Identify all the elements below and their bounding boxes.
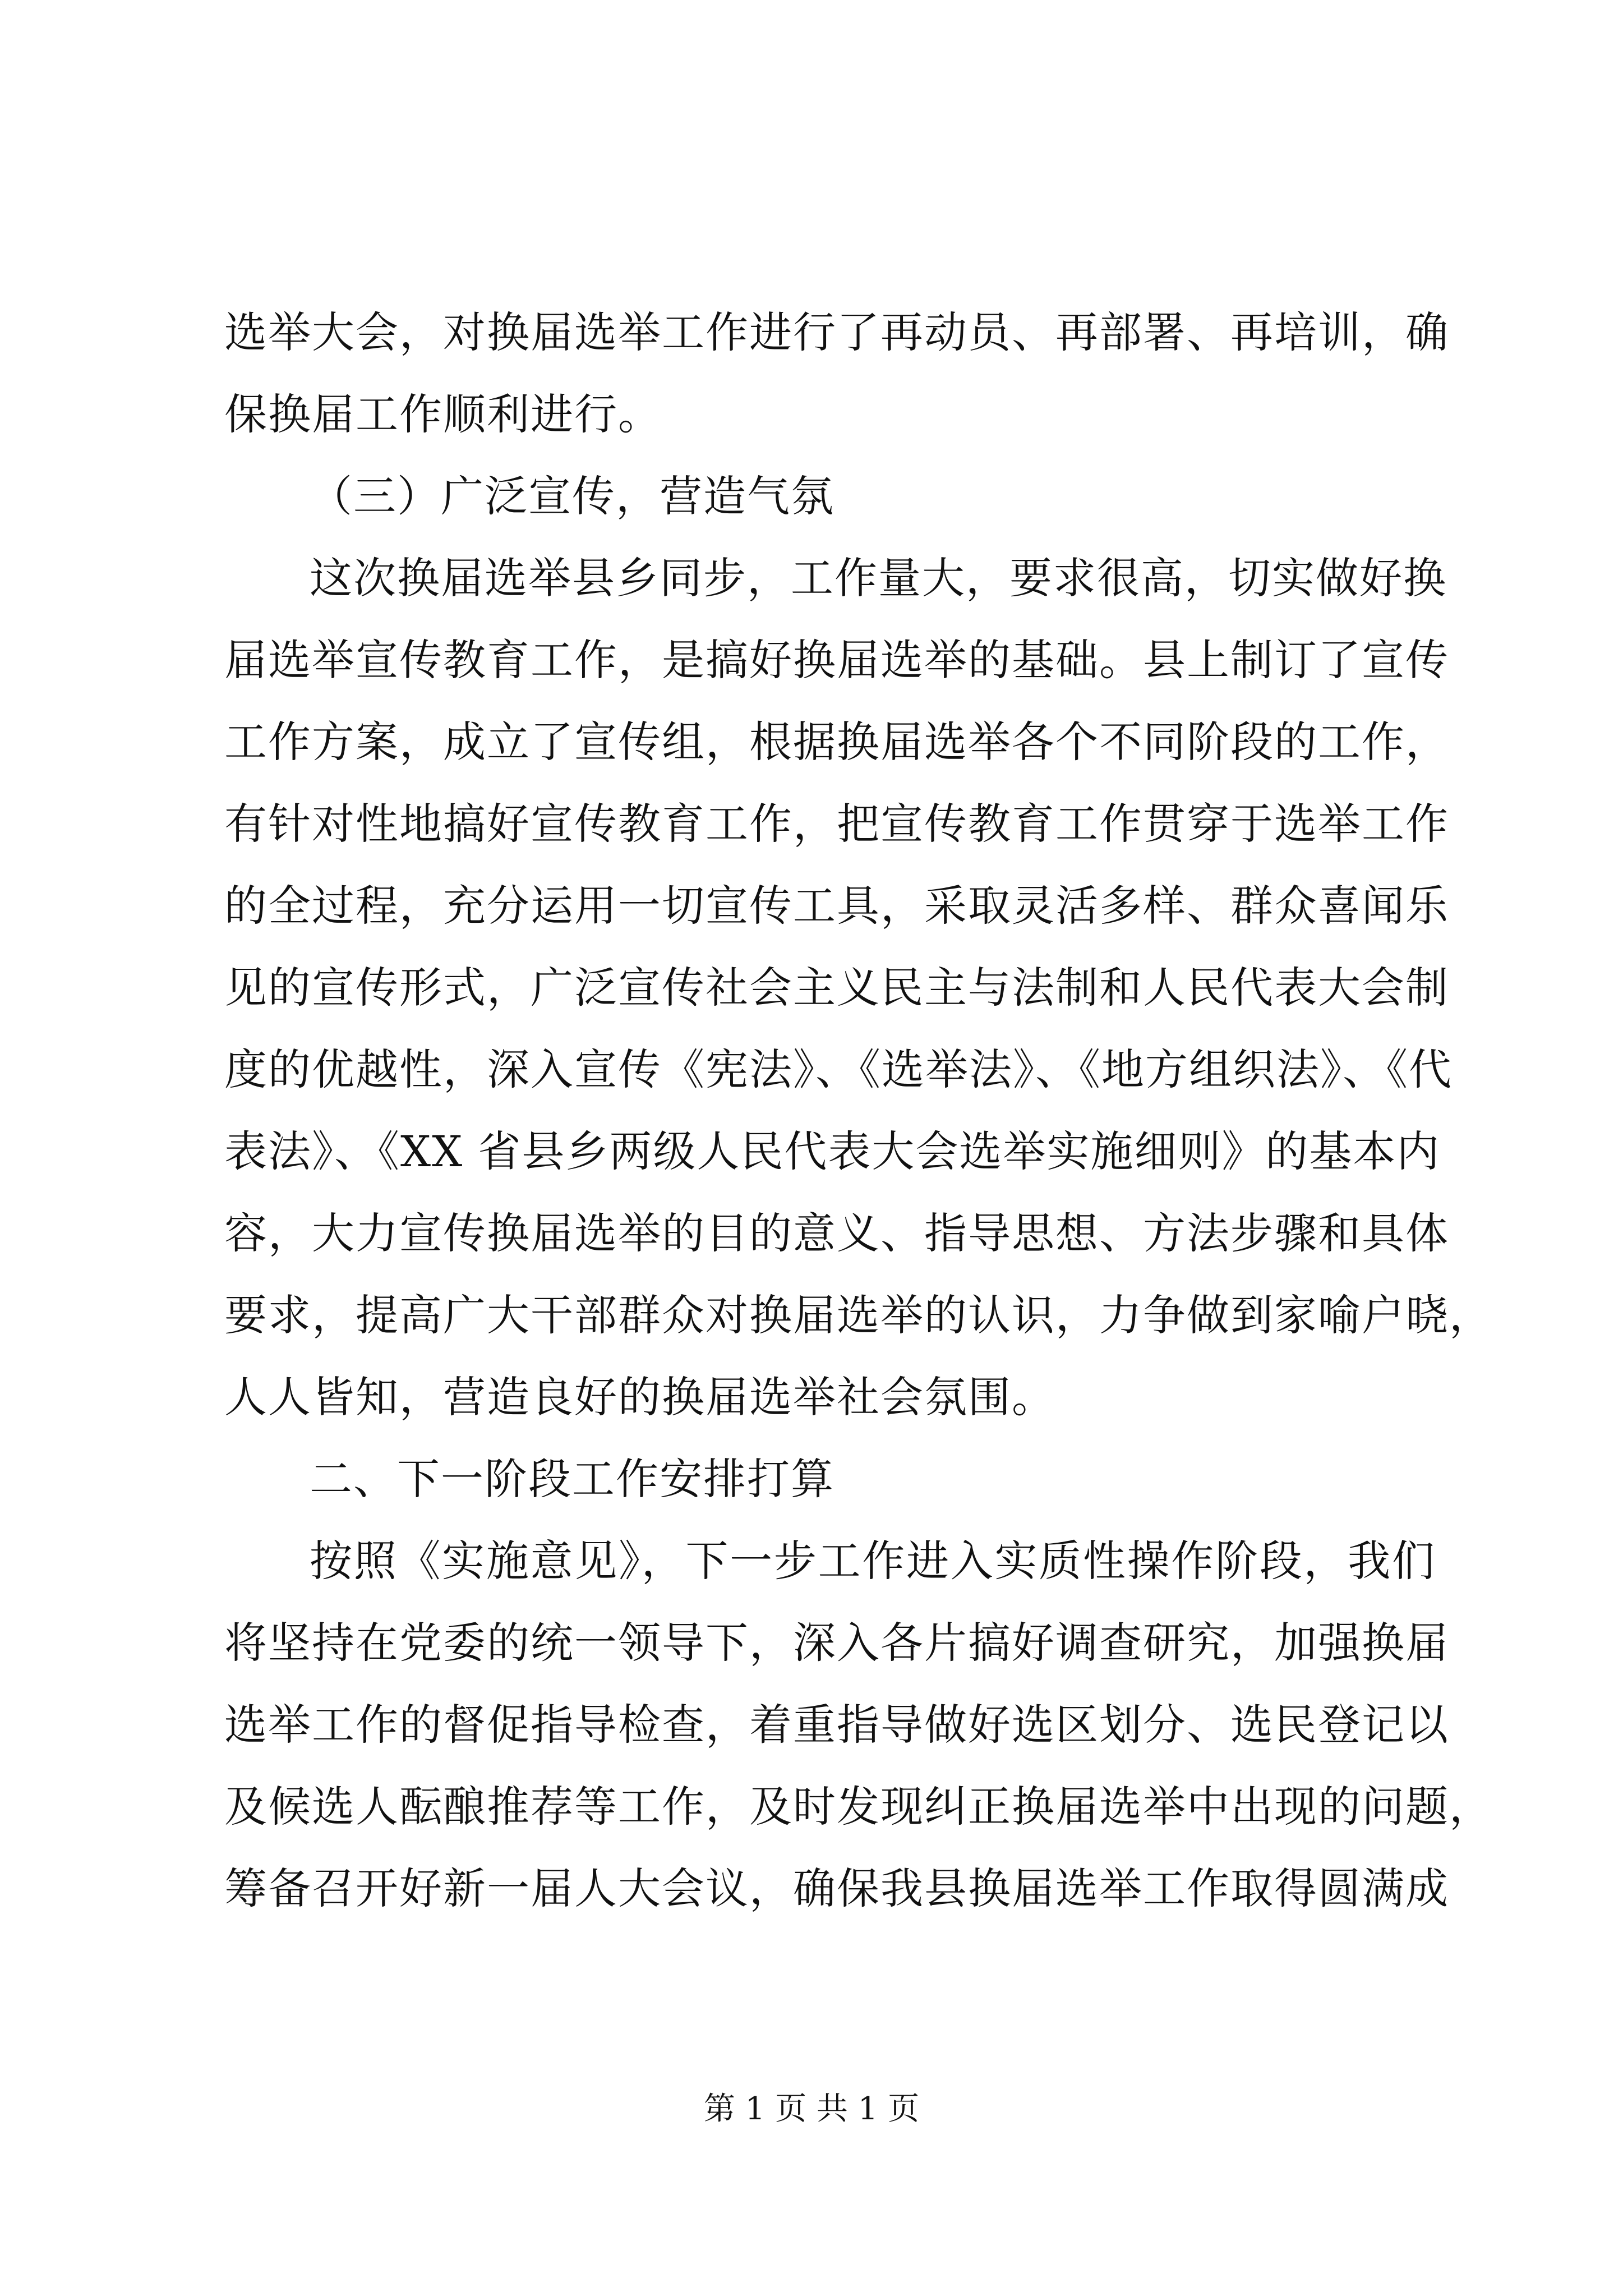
section-heading: 二、下一阶段工作安排打算 [310,1454,834,1504]
text-line: 这次换届选举县乡同步，工作量大，要求很高，切实做好换 [310,553,1447,603]
text-line: 筹备召开好新一届人大会议，确保我县换届选举工作取得圆满成 [224,1864,1449,1913]
text-line: 选举工作的督促指导检查，着重指导做好选区划分、选民登记以 [224,1700,1449,1750]
text-line: 将坚持在党委的统一领导下，深入各片搞好调查研究，加强换届 [224,1618,1449,1668]
text-line: 工作方案，成立了宣传组，根据换届选举各个不同阶段的工作， [224,717,1449,767]
page-footer [0,2087,1623,2132]
text-line: 保换届工作顺利进行。 [224,389,662,439]
text-line: 有针对性地搞好宣传教育工作，把宣传教育工作贯穿于选举工作 [224,799,1449,849]
section-heading: （三）广泛宣传，营造气氛 [310,471,834,521]
text-line: 的全过程，充分运用一切宣传工具，采取灵活多样、群众喜闻乐 [224,881,1449,931]
text-line: 人人皆知，营造良好的换届选举社会氛围。 [224,1372,1055,1422]
document-body [224,292,1493,1930]
text-line: 选举大会，对换届选举工作进行了再动员、再部署、再培训，确 [224,307,1449,357]
text-line: 容，大力宣传换届选举的目的意义、指导思想、方法步骤和具体 [224,1208,1449,1258]
text-line: 见的宣传形式，广泛宣传社会主义民主与法制和人民代表大会制 [224,963,1449,1013]
text-line: 按照《实施意见》，下一步工作进入实质性操作阶段，我们 [310,1536,1436,1586]
page-number-label: 第 1 页 共 1 页 [703,2091,920,2127]
text-line: 及候选人酝酿推荐等工作，及时发现纠正换届选举中出现的问题， [224,1782,1493,1832]
text-line: 届选举宣传教育工作，是搞好换届选举的基础。县上制订了宣传 [224,635,1449,685]
text-line: 要求，提高广大干部群众对换届选举的认识，力争做到家喻户晓， [224,1290,1493,1340]
text-line: 度的优越性，深入宣传《宪法》、《选举法》、《地方组织法》、《代 [224,1045,1453,1094]
text-line: 表法》、《XX 省县乡两级人民代表大会选举实施细则》的基本内 [224,1126,1441,1176]
